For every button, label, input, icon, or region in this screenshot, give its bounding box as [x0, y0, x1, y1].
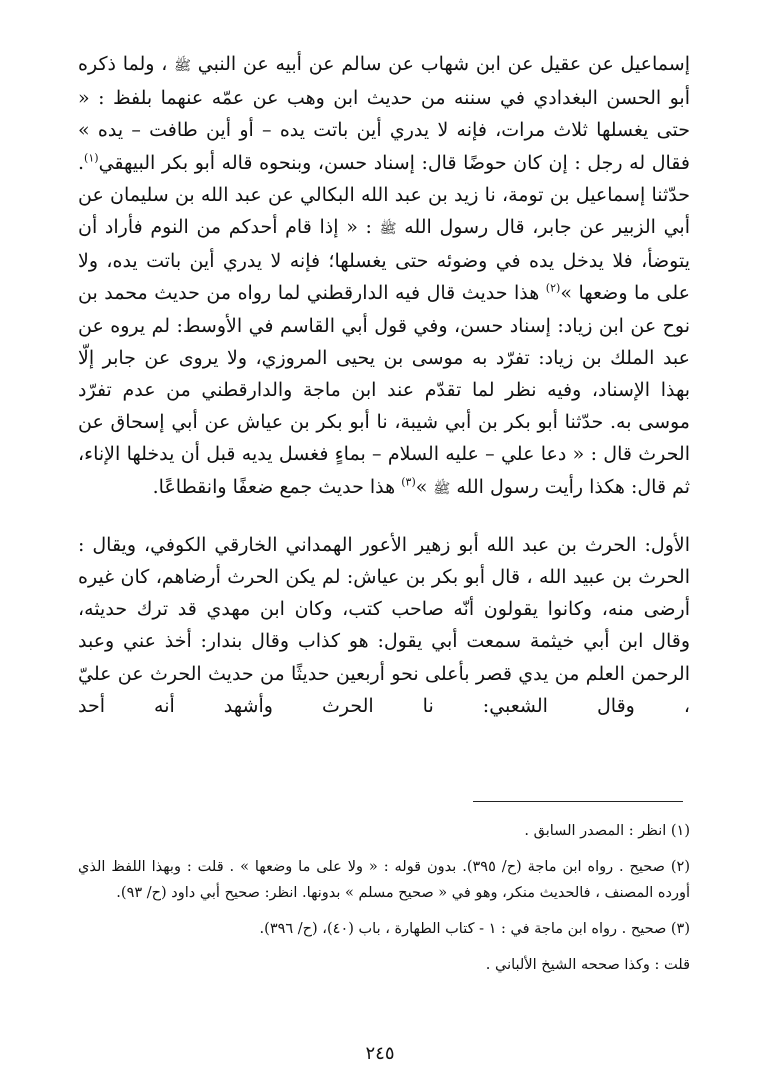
text-segment: ، ولما ذكره أبو الحسن البغدادي في سننه من حديث ابن وهب عن عمّه عنهما بلفظ : « حتى يغسلها ثلاث مرات، فإنه لا يدري أين باتت يده – أو أين طافت – يده » فقال له رجل : إن كان حوضًا قال: إسناد حسن، وبنحوه قاله أبو بكر البيهقي — [78, 53, 690, 174]
text-segment: إسماعيل عن عقيل عن ابن شهاب عن سالم عن أبيه عن النبي — [191, 53, 690, 75]
salutation-glyph: ﷺ — [433, 480, 451, 497]
footnote-ref-1[interactable]: (١) — [84, 151, 99, 165]
salutation-glyph: ﷺ — [174, 58, 192, 74]
footnote-1: (١) انظر : المصدر السابق . — [524, 823, 690, 839]
page-number: ٢٤٥ — [365, 1043, 395, 1064]
paragraph-1 — [78, 48, 690, 505]
text-segment: هذا حديث جمع ضعفًا وانقطاعًا. — [152, 475, 402, 498]
salutation-glyph: ﷺ — [379, 221, 397, 238]
footnote-note: قلت : وكذا صححه الشيخ الألباني . — [485, 957, 690, 973]
main-text — [78, 48, 690, 722]
footnote-2: (٢) صحيح . رواه ابن ماجة (ح/ ٣٩٥). بدون قوله : « ولا على ما وضعها » . قلت : وبهذا اللفظ الذي أورده المصنف ، فالحديث منكر، وهو في « صحيح مسلم » بدونها. انظر: صحيح أبي داود (ح/ ٩٣). — [78, 859, 690, 901]
footnote-ref-2[interactable]: (٢) — [545, 282, 561, 296]
footnotes — [78, 818, 690, 978]
text-segment: » — [415, 475, 434, 498]
text-segment: : « إذا قام أحدكم من النوم فأراد أن يتوضأ، فلا يدخل يده في وضوئه حتى يغسلها؛ فإنه لا يدري أين باتت يده، ولا على ما وضعها » — [78, 216, 690, 305]
paragraph-2: الأول: الحرث بن عبد الله أبو زهير الأعور الهمداني الخارقي الكوفي، ويقال : الحرث بن عبيد الله ، قال أبو بكر بن عياش: لم يكن الحرث أرضاهم، كان غيره أرضى منه، وكانوا يقولون أنّه صاحب كتب، وكان ابن مهدي قد ترك حديثه، وقال ابن أبي خيثمة سمعت أبي يقول: هو كذاب وقال بندار: أخذ عني وعبد الرحمن العلم من يدي قصر بأعلى نحو أربعين حديثًا من حديث الحرث عن عليّ ، وقال الشعبي: نا الحرث وأشهد أنه أحد — [78, 533, 690, 717]
footnote-3: (٣) صحيح . رواه ابن ماجة في : ١ - كتاب الطهارة ، باب (٤٠)، (ح/ ٣٩٦). — [259, 921, 690, 937]
footnote-divider — [473, 801, 683, 802]
text-segment: هذا حديث قال فيه الدارقطني لما رواه من حديث محمد بن نوح عن ابن زياد: إسناد حسن، وفي قول أبي القاسم في الأوسط: لم يروه عن عبد الملك بن زياد: تفرّد به موسى بن يحيى المروزي، ولا يروى عن جابر إلّا بهذا الإسناد، وفيه نظر لما تقدّم عند ابن ماجة والدارقطني من عدم تفرّد موسى به. حدّثنا أبو بكر بن أبي شيبة، نا أبو بكر بن عياش عن أبي إسحاق عن الحرث قال : « دعا علي – عليه السلام – بماءٍ فغسل يديه قبل أن يدخلها الإناء، ثم قال: هكذا رأيت رسول الله — [78, 282, 690, 498]
text-segment: . حدّثنا إسماعيل بن تومة، نا زيد بن عبد الله البكالي عن عبد الله بن سليمان عن أبي الزبير عن جابر، قال رسول الله — [78, 151, 690, 239]
footnote-ref-3[interactable]: (٣) — [401, 475, 416, 489]
